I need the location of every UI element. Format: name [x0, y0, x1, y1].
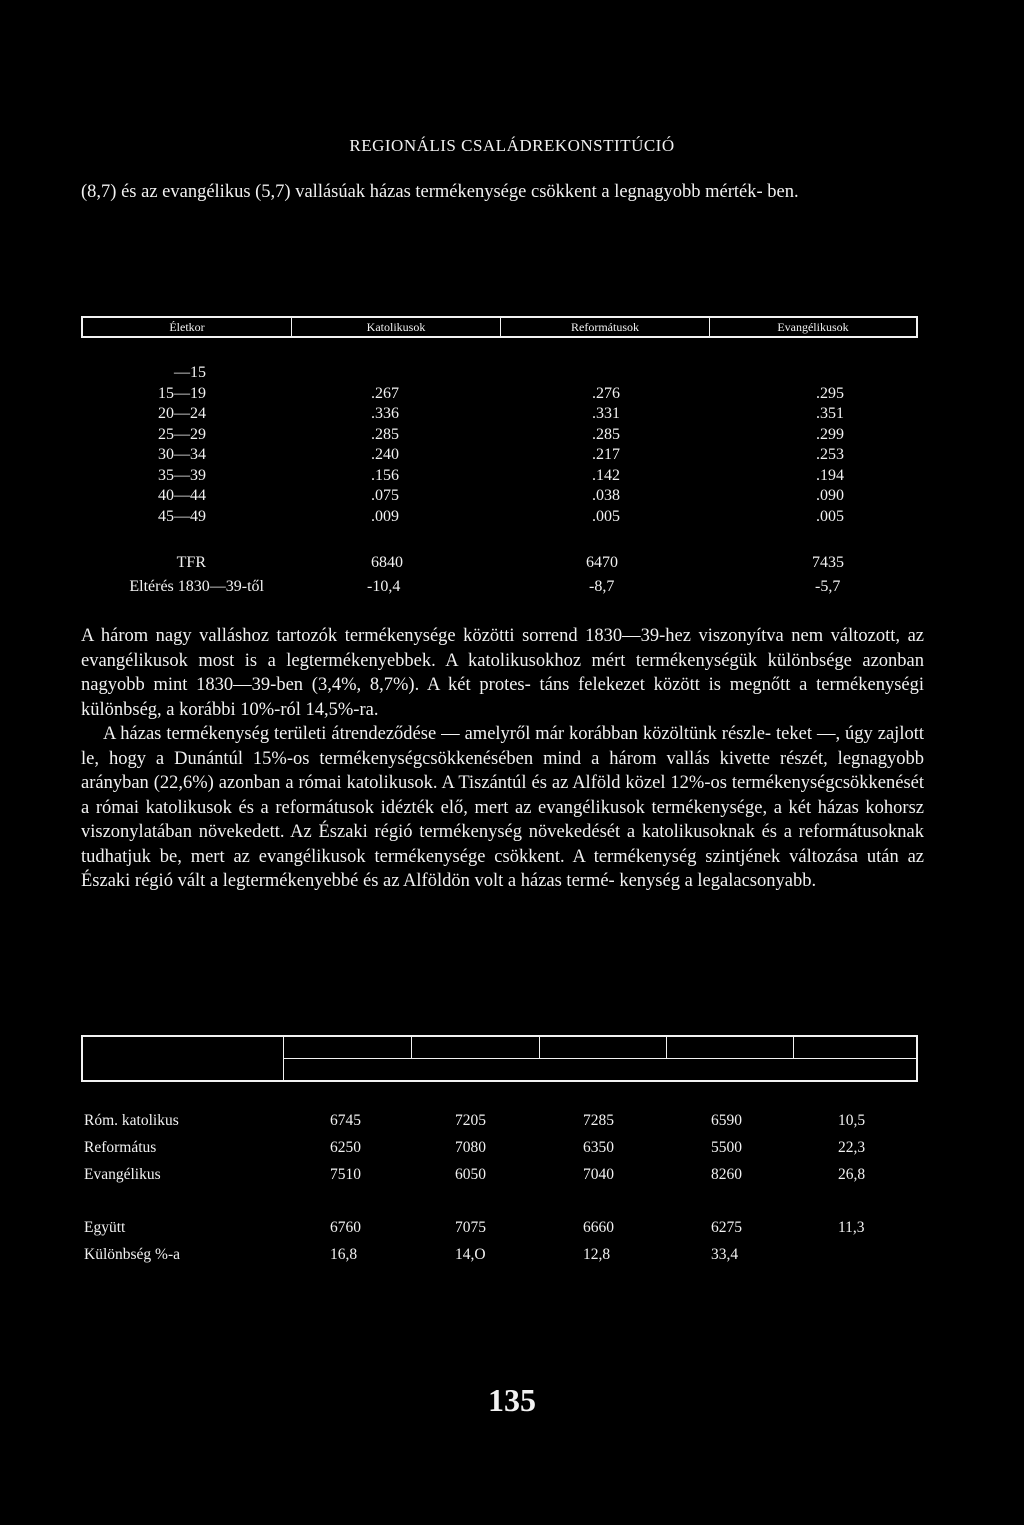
value-cell: 11,3: [838, 1219, 865, 1236]
value-cell: 33,4: [711, 1246, 739, 1263]
table2-body: [0, 1112, 1024, 1273]
running-head: REGIONÁLIS CSALÁDREKONSTITÚCIÓ: [349, 136, 675, 155]
evn-cell: .351: [816, 405, 844, 422]
table-row: [0, 385, 1024, 406]
body-paragraph: A házas termékenység területi átrendeződése — amelyről már korábban közöltünk részle- teket —, úgy zajlott le, hogy a Dunántúl 15%-os termékenységcsökkenésében mind a három vallás kivette részét, legnagyobb arányban (22,6%) azonban a római katolikusok. A Tiszántúl és az Alföld közel 12%-os termékenységcsökkenését a római katolikusok és a reformátusok idézték elő, mert az evangélikusok termékenysége, a két házas kohorsz viszonylatában növekedett. Az Északi régió termékenység növekedését a katolikusoknak és a reformátusoknak tudhatjuk be, mert az evangélikusok termékenysége csökkent. A termékenység szintjének változása után az Északi régió vált a legtermékenyebbé és az Alföldön volt a házas termé- kenység a legalacsonyabb.: [81, 724, 924, 891]
table1-header-katolikusok: Katolikusok: [292, 318, 501, 336]
ref-cell: -8,7: [589, 578, 615, 595]
value-cell: 10,5: [838, 1112, 866, 1129]
value-cell: 6745: [330, 1112, 361, 1129]
table2-header-col-divider: [283, 1037, 284, 1080]
table-row: [0, 554, 1024, 578]
table-gap: [0, 1193, 1024, 1219]
ref-cell: .276: [592, 384, 620, 402]
table-row: [0, 1166, 1024, 1193]
evn-cell: .295: [816, 384, 844, 402]
value-cell: 6350: [583, 1139, 614, 1156]
evn-cell: .005: [816, 507, 844, 525]
value-cell: 6250: [330, 1139, 361, 1156]
value-cell: 6275: [711, 1219, 742, 1236]
table2-header-divider: [283, 1058, 916, 1059]
table1-header-age: Életkor: [83, 318, 292, 336]
evn-cell: .253: [816, 446, 844, 463]
kat-cell: .336: [371, 405, 399, 422]
value-cell: 6660: [583, 1219, 614, 1236]
kat-cell: .240: [371, 446, 399, 463]
kat-cell: .285: [371, 425, 399, 443]
kat-cell: .267: [371, 384, 399, 402]
table2-header-col-divider: [411, 1037, 412, 1058]
body-text: [81, 624, 924, 894]
table2-header-col-divider: [539, 1037, 540, 1058]
summary-label: Eltérés 1830—39-től: [129, 578, 264, 595]
evn-cell: .090: [816, 487, 844, 504]
row-label: Együtt: [84, 1219, 126, 1236]
value-cell: 7510: [330, 1166, 361, 1183]
value-cell: 14,O: [455, 1246, 486, 1263]
table-row: [0, 467, 1024, 488]
intro-text: (8,7) és az evangélikus (5,7) vallásúak házas termékenysége csökkent a legnagyobb mérték- ben.: [81, 182, 799, 202]
row-label: Róm. katolikus: [84, 1112, 179, 1129]
table-row: [0, 1112, 1024, 1139]
table1-summary: [0, 554, 1024, 602]
ref-cell: .285: [592, 425, 620, 443]
ref-cell: .142: [592, 466, 620, 484]
value-cell: 12,8: [583, 1246, 611, 1263]
value-cell: 7285: [583, 1112, 614, 1129]
value-cell: 8260: [711, 1166, 742, 1183]
kat-cell: .009: [371, 507, 399, 525]
kat-cell: .075: [371, 487, 399, 504]
page-number: 135: [488, 1382, 536, 1418]
table-row: [0, 1219, 1024, 1246]
evn-cell: .194: [816, 466, 844, 484]
value-cell: 6760: [330, 1219, 361, 1236]
summary-label: TFR: [176, 554, 206, 571]
age-cell: 20—24: [158, 405, 206, 422]
table-row: [0, 364, 1024, 385]
table-row: [0, 405, 1024, 426]
table1-header-reformatusok: Reformátusok: [501, 318, 710, 336]
kat-cell: -10,4: [367, 578, 401, 595]
age-cell: 45—49: [158, 507, 206, 525]
kat-cell: .156: [371, 466, 399, 484]
intro-paragraph: [81, 180, 924, 205]
table-row: [0, 508, 1024, 529]
ref-cell: .217: [592, 446, 620, 463]
row-label: Evangélikus: [84, 1166, 161, 1183]
ref-cell: .005: [592, 507, 620, 525]
table-row: [0, 1139, 1024, 1166]
table-row: [0, 1246, 1024, 1273]
ref-cell: .038: [592, 487, 620, 504]
value-cell: 5500: [711, 1139, 742, 1156]
ref-cell: .331: [592, 405, 620, 422]
row-label: Különbség %-a: [84, 1246, 180, 1263]
table-row: [0, 487, 1024, 508]
value-cell: 6050: [455, 1166, 486, 1183]
ref-cell: 6470: [586, 554, 618, 571]
age-cell: 25—29: [158, 425, 206, 443]
table2-header-col-divider: [793, 1037, 794, 1058]
table-row: [0, 578, 1024, 602]
age-cell: 35—39: [158, 466, 206, 484]
table1-header-evangelikusok: Evangélikusok: [777, 319, 849, 334]
evn-cell: 7435: [812, 554, 844, 571]
body-paragraph: A három nagy valláshoz tartozók termékenysége közötti sorrend 1830—39-hez viszonyítva nem változott, az evangélikusok most is a legtermékenyebbek. A katolikusokhoz mért termékenységük különbsége azonban nagyobb mint 1830—39-ben (3,4%, 8,7%). A két protes- táns felekezet között is megnőtt a termékenységi különbség, a korábbi 10%-ról 14,5%-ra.: [81, 626, 924, 720]
age-cell: 15—19: [158, 384, 206, 402]
value-cell: 26,8: [838, 1166, 866, 1183]
age-cell: —15: [174, 364, 206, 381]
value-cell: 7205: [455, 1112, 486, 1129]
value-cell: 22,3: [838, 1139, 866, 1156]
value-cell: 7080: [455, 1139, 486, 1156]
value-cell: 7075: [455, 1219, 486, 1236]
table-row: [0, 446, 1024, 467]
table1-header: [81, 316, 918, 338]
value-cell: 16,8: [330, 1246, 358, 1263]
value-cell: 7040: [583, 1166, 614, 1183]
evn-cell: -5,7: [815, 578, 841, 595]
table2-header: [81, 1035, 918, 1082]
row-label: Református: [84, 1139, 157, 1156]
table-row: [0, 426, 1024, 447]
kat-cell: 6840: [371, 554, 403, 571]
value-cell: 6590: [711, 1112, 742, 1129]
table1-body: [0, 364, 1024, 528]
evn-cell: .299: [816, 425, 844, 443]
age-cell: 30—34: [158, 446, 206, 463]
age-cell: 40—44: [158, 487, 206, 504]
table2-header-col-divider: [666, 1037, 667, 1058]
